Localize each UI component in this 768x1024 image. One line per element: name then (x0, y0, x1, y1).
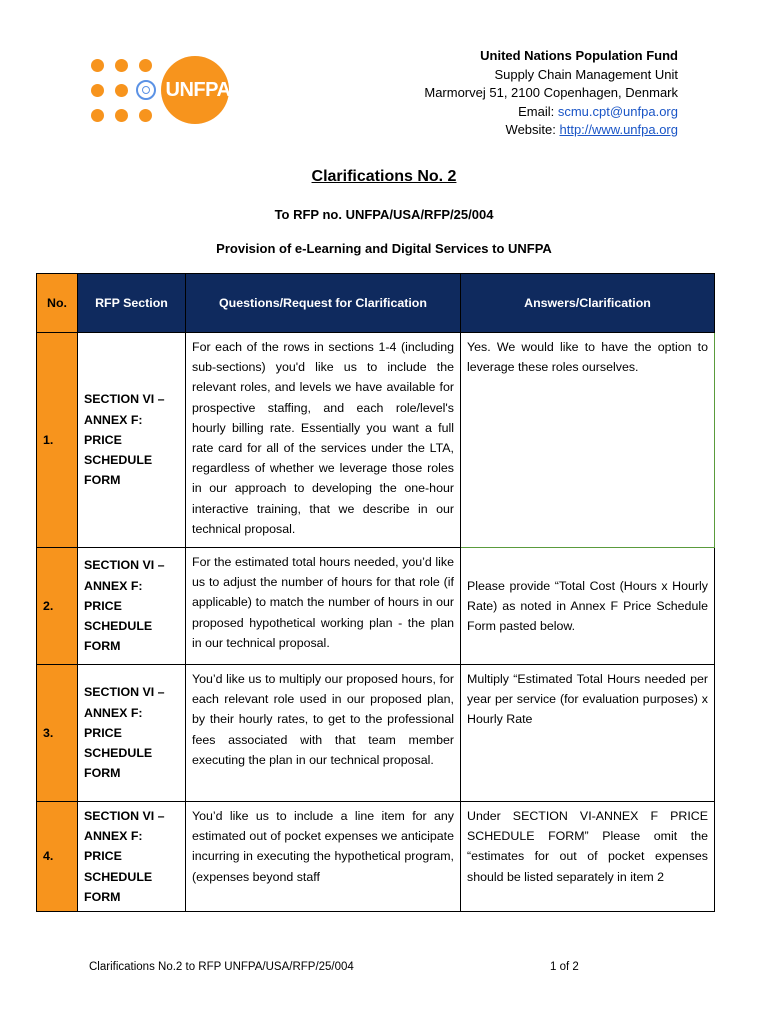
question-cell: For the estimated total hours needed, you’d like us to adjust the number of hours for that role (if applicable) to match the number of hours in our proposed hypothetical working plan - the plan in our technical proposal. (186, 548, 461, 665)
email-link[interactable]: scmu.cpt@unfpa.org (557, 103, 678, 119)
website-label: Website: (505, 122, 560, 137)
question-text: You’d like us to include a line item for any estimated out of pocket expenses we anticipate incurring in executing the hypothetical program, (expenses beyond staff (192, 809, 454, 884)
logo-dot (139, 109, 152, 122)
table-header-row (37, 274, 715, 333)
rfp-section-cell: SECTION VI – ANNEX F: PRICE SCHEDULE FORM (78, 333, 186, 548)
unfpa-logo (88, 56, 232, 128)
un-emblem-icon (136, 80, 156, 100)
website-line (424, 121, 678, 140)
table-row (37, 548, 715, 665)
row-number: 4. (37, 802, 78, 912)
header-rfp-section: RFP Section (78, 274, 186, 333)
document-title-text: Clarifications No. 2 (311, 168, 457, 185)
website-link[interactable]: http://www.unfpa.org (559, 122, 678, 137)
answer-cell: Yes. We would like to have the option to leverage these roles ourselves. (461, 333, 715, 548)
answer-text: Under SECTION VI-ANNEX F PRICE SCHEDULE FORM” Please omit the “estimates for out of pocket expenses should be listed separately in item 2 (467, 809, 708, 884)
org-name: United Nations Population Fund (480, 48, 678, 63)
address-block (424, 47, 678, 140)
logo-dot (115, 109, 128, 122)
question-cell (186, 802, 461, 912)
unit-name: Supply Chain Management Unit (494, 66, 678, 82)
rfp-section-cell: SECTION VI – ANNEX F: PRICE SCHEDULE FORM (78, 802, 186, 912)
question-cell: For each of the rows in sections 1-4 (including sub-sections) you'd like us to include the relevant roles, and levels we have available for prospective staffing, and each role/level's hourly billing rate. Essentially you want a full rate card for all of the services under the LTA, regardless of whether we leverage those roles in our approach to developing the one-hour interactive training, that we describe in our technical proposal. (186, 333, 461, 548)
answer-cell: Multiply “Estimated Total Hours needed per year per service (for evaluation purposes) x Hourly Rate (461, 665, 715, 802)
footer-document-ref: Clarifications No.2 to RFP UNFPA/USA/RFP/25/004 (89, 961, 354, 973)
answer-cell (461, 802, 715, 912)
rfp-reference: To RFP no. UNFPA/USA/RFP/25/004 (274, 207, 494, 222)
question-cell: You’d like us to multiply our proposed hours, for each relevant role used in our proposed plan, by their hourly rates, to get to the professional fees associated with that team member executing the plan in our technical proposal. (186, 665, 461, 802)
row-number: 1. (37, 333, 78, 548)
document-title (0, 168, 768, 186)
email-line (424, 103, 678, 122)
logo-dot (115, 59, 128, 72)
header-answers: Answers/Clarification (461, 274, 715, 333)
logo-dot (139, 59, 152, 72)
logo-circle (161, 56, 229, 124)
answer-cell: Please provide “Total Cost (Hours x Hourly Rate) as noted in Annex F Price Schedule Form pasted below. (461, 548, 715, 665)
table-row (37, 665, 715, 802)
row-number: 3. (37, 665, 78, 802)
email-label: Email: (518, 103, 558, 119)
header-no: No. (37, 274, 78, 333)
page-number: 1 of 2 (550, 961, 579, 973)
rfp-description: Provision of e-Learning and Digital Services to UNFPA (216, 241, 552, 256)
logo-dot (91, 59, 104, 72)
table-row (37, 802, 715, 912)
row-number: 2. (37, 548, 78, 665)
table-row (37, 333, 715, 548)
rfp-section-cell: SECTION VI – ANNEX F: PRICE SCHEDULE FORM (78, 548, 186, 665)
logo-dot (91, 84, 104, 97)
logo-wordmark: UNFPA (165, 78, 231, 101)
rfp-section-cell: SECTION VI – ANNEX F: PRICE SCHEDULE FORM (78, 665, 186, 802)
logo-dot (91, 109, 104, 122)
header-questions: Questions/Request for Clarification (186, 274, 461, 333)
clarifications-table (36, 273, 715, 912)
logo-dot (115, 84, 128, 97)
street-address: Marmorvej 51, 2100 Copenhagen, Denmark (424, 85, 678, 100)
